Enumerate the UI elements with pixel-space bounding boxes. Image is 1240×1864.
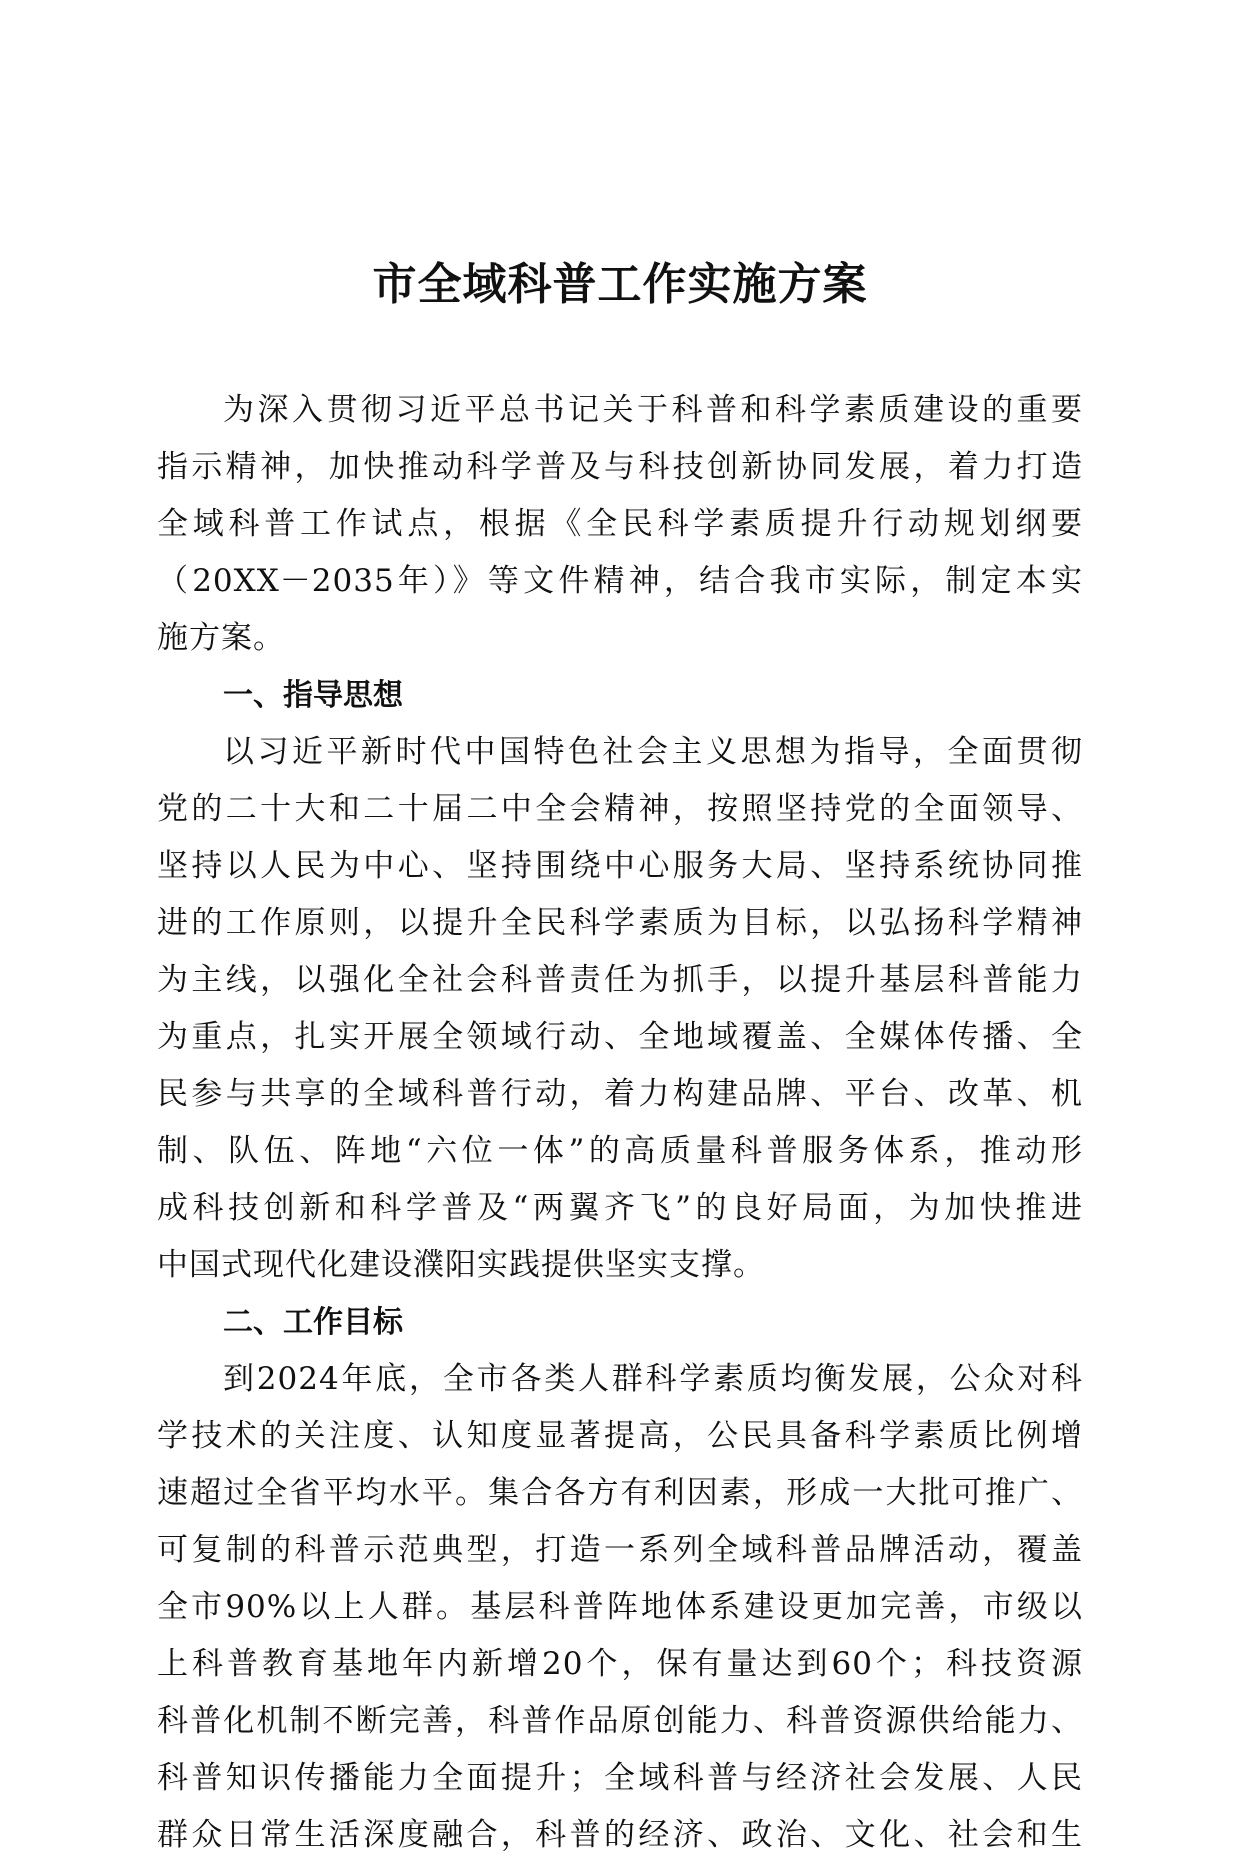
section2-line: 到2024年底，全市各类人群科学素质均衡发展，公众对科 (223, 1361, 1083, 1397)
intro-line: 为深入贯彻习近平总书记关于科普和科学素质建设的重要 (223, 392, 1083, 428)
section1-line: 进的工作原则，以提升全民科学素质为目标，以弘扬科学精神 (157, 905, 1083, 941)
section2-line: 上科普教育基地年内新增20个，保有量达到60个；科技资源 (157, 1646, 1083, 1682)
intro-line: 指示精神，加快推动科学普及与科技创新协同发展，着力打造 (157, 449, 1083, 485)
section1-line: 为重点，扎实开展全领域行动、全地域覆盖、全媒体传播、全 (157, 1019, 1083, 1055)
section1-line: 为主线，以强化全社会科普责任为抓手，以提升基层科普能力 (157, 962, 1083, 998)
section1-line: 制、队伍、阵地“六位一体”的高质量科普服务体系，推动形 (157, 1133, 1083, 1169)
intro-line: 施方案。 (157, 620, 285, 656)
section2-line: 全市90%以上人群。基层科普阵地体系建设更加完善，市级以 (157, 1589, 1083, 1625)
section2-line: 可复制的科普示范典型，打造一系列全域科普品牌活动，覆盖 (157, 1532, 1083, 1568)
section2-paragraph (157, 1351, 1083, 1864)
intro-line: 全域科普工作试点，根据《全民科学素质提升行动规划纲要 (157, 506, 1083, 542)
section1-line: 民参与共享的全域科普行动，着力构建品牌、平台、改革、机 (157, 1076, 1083, 1112)
section2-line: 学技术的关注度、认知度显著提高，公民具备科学素质比例增 (157, 1418, 1083, 1454)
section2-line: 群众日常生活深度融合，科普的经济、政治、文化、社会和生 (157, 1817, 1083, 1853)
section-heading-guiding-ideology: 一、指导思想 (223, 678, 403, 713)
section1-line: 以习近平新时代中国特色社会主义思想为指导，全面贯彻 (223, 734, 1083, 770)
section-heading-work-goals: 二、工作目标 (223, 1305, 403, 1340)
document-title: 市全域科普工作实施方案 (372, 259, 868, 310)
section1-line: 中国式现代化建设濮阳实践提供坚实支撑。 (157, 1247, 765, 1283)
intro-line: （20XX－2035年）》等文件精神，结合我市实际，制定本实 (157, 563, 1083, 599)
section1-paragraph (157, 724, 1083, 1294)
document-body (157, 382, 1083, 1864)
section2-line: 科普知识传播能力全面提升；全域科普与经济社会发展、人民 (157, 1760, 1083, 1796)
section1-line: 党的二十大和二十届二中全会精神，按照坚持党的全面领导、 (157, 791, 1083, 827)
section2-line: 速超过全省平均水平。集合各方有利因素，形成一大批可推广、 (157, 1475, 1083, 1511)
intro-paragraph (157, 382, 1083, 667)
section1-line: 成科技创新和科学普及“两翼齐飞”的良好局面，为加快推进 (157, 1190, 1083, 1226)
section1-line: 坚持以人民为中心、坚持围绕中心服务大局、坚持系统协同推 (157, 848, 1083, 884)
section2-line: 科普化机制不断完善，科普作品原创能力、科普资源供给能力、 (157, 1703, 1083, 1739)
